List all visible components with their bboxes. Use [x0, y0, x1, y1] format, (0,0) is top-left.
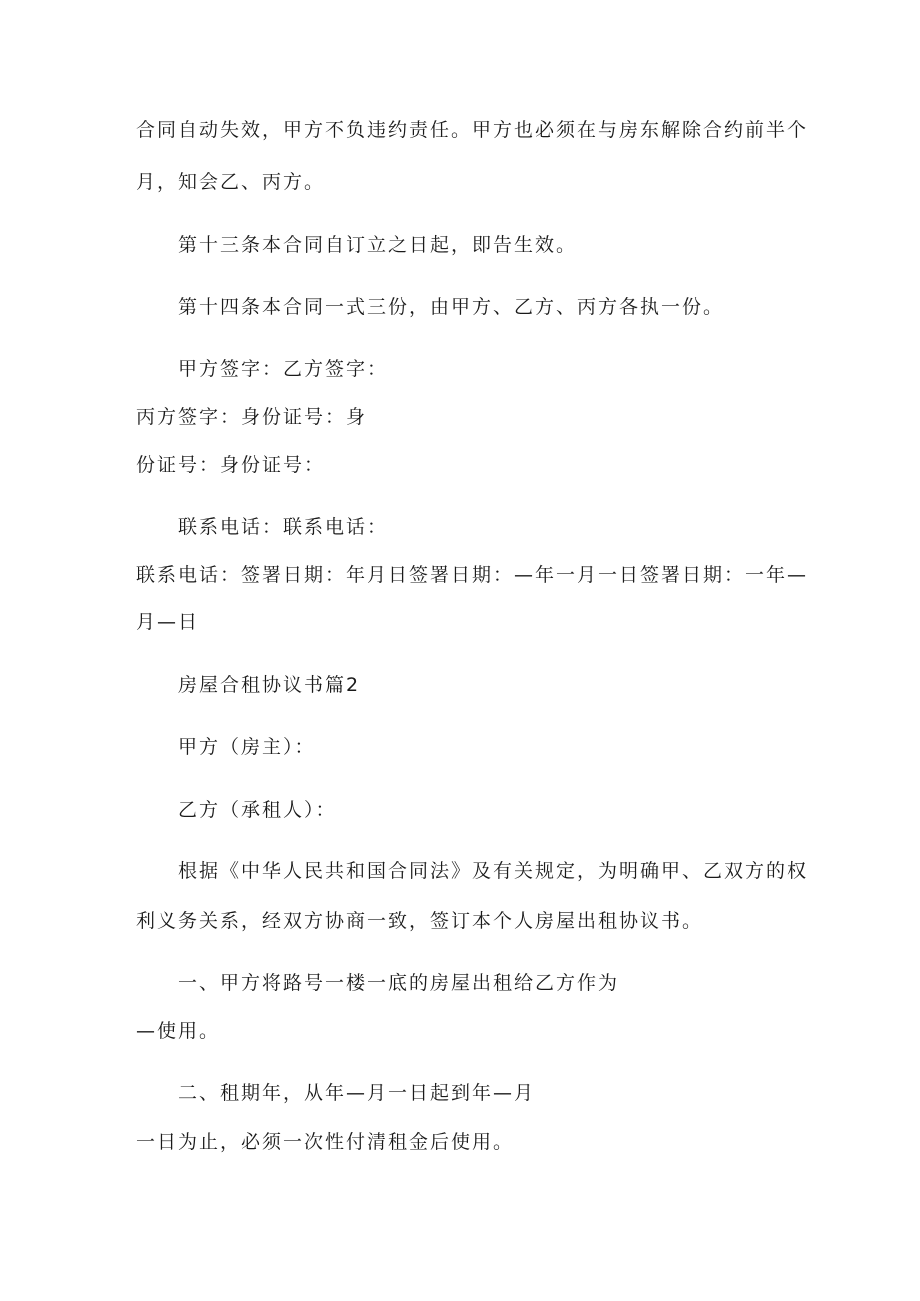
text-line: 乙方（承租人）：: [178, 799, 337, 821]
text-line: 甲方签字：乙方签字：: [178, 358, 389, 380]
text-line: 联系电话：联系电话：: [178, 516, 389, 538]
text-line: 甲方（房主）：: [178, 736, 316, 758]
section-heading: 房屋合租协议书篇2: [178, 674, 361, 696]
text-line: 丙方签字：身份证号：身: [136, 406, 368, 428]
text-line: 月—日: [136, 611, 200, 633]
text-line: 月，知会乙、丙方。: [136, 171, 326, 193]
text-line: 联系电话：签署日期：年月日签署日期：—年一月一日签署日期：一年—: [136, 564, 809, 586]
text-line: 一、甲方将路号一楼一底的房屋出租给乙方作为: [178, 972, 620, 994]
text-line: 一日为止，必须一次性付清租金后使用。: [136, 1131, 515, 1153]
text-line: 根据《中华人民共和国合同法》及有关规定，为明确甲、乙双方的权: [178, 860, 809, 882]
text-line: 利义务关系，经双方协商一致，签订本个人房屋出租协议书。: [136, 910, 704, 932]
text-line: 合同自动失效，甲方不负违约责任。甲方也必须在与房东解除合约前半个: [136, 119, 809, 141]
text-line: —使用。: [136, 1020, 221, 1042]
text-line: 份证号：身份证号：: [136, 454, 326, 476]
text-line: 第十三条本合同自订立之日起，即告生效。: [178, 234, 578, 256]
text-line: 第十四条本合同一式三份，由甲方、乙方、丙方各执一份。: [178, 296, 725, 318]
text-line: 二、租期年，从年—月一日起到年—月: [178, 1082, 536, 1104]
